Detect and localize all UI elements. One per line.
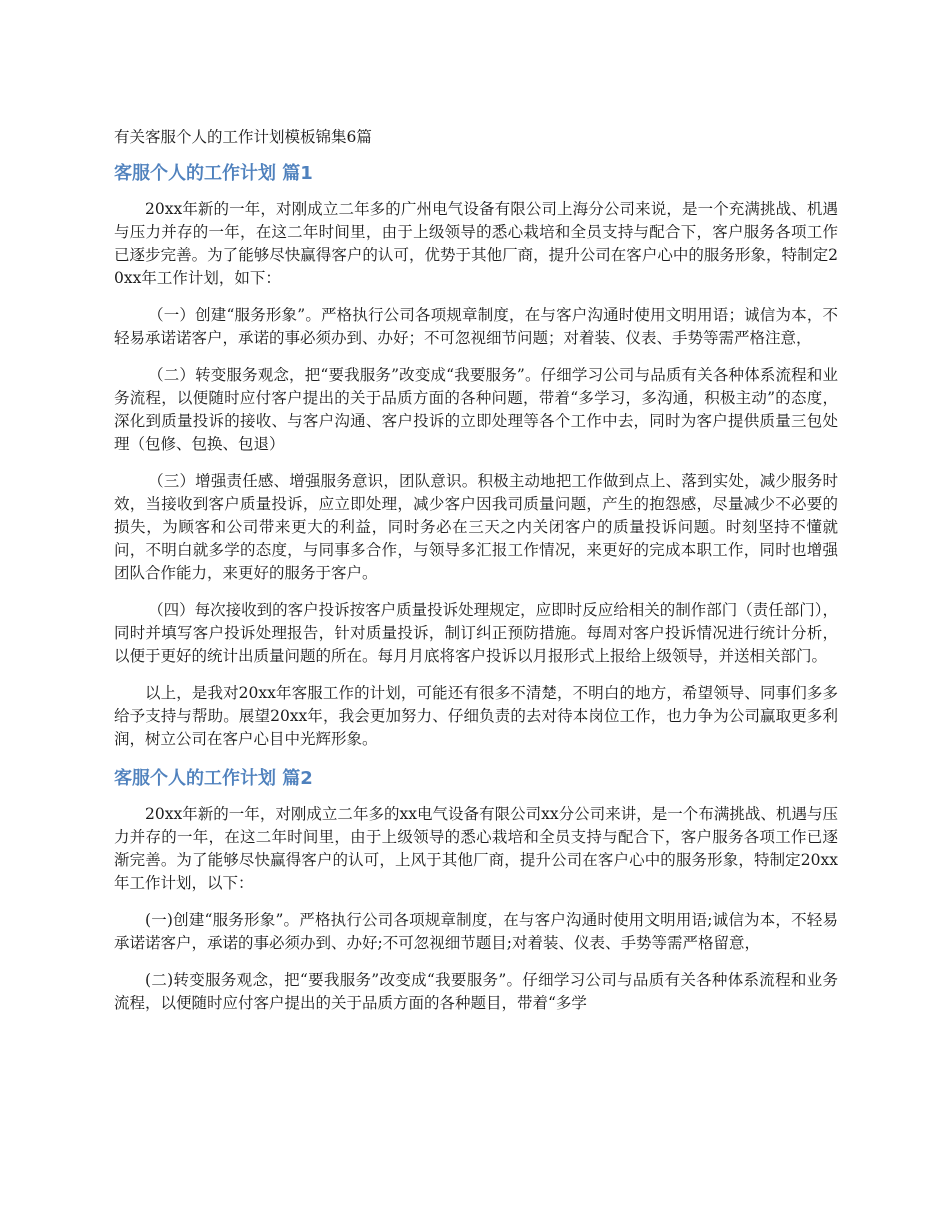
paragraph: （四）每次接收到的客户投诉按客户质量投诉处理规定，应即时反应给相关的制作部门（责任部门），同时并填写客户投诉处理报告，针对质量投诉，制订纠正预防措施。每周对客户投诉情况进行统计分析，以便于更好的统计出质量问题的所在。每月月底将客户投诉以月报形式上报给上级领导，并送相关部门。 <box>114 601 838 665</box>
section-2 <box>114 765 838 1015</box>
paragraph: 以上，是我对20xx年客服工作的计划，可能还有很多不清楚，不明白的地方，希望领导、同事们多多给予支持与帮助。展望20xx年，我会更加努力、仔细负责的去对待本岗位工作，也力争为公司赢取更多利润，树立公司在客户心目中光辉形象。 <box>114 684 838 748</box>
section-1 <box>114 160 838 751</box>
paragraph: （三）增强责任感、增强服务意识，团队意识。积极主动地把工作做到点上、落到实处，减少服务时效，当接收到客户质量投诉，应立即处理，减少客户因我司质量问题，产生的抱怨感，尽量减少不必要的损失，为顾客和公司带来更大的利益，同时务必在三天之内关闭客户的质量投诉问题。时刻坚持不懂就问，不明白就多学的态度，与同事多合作，与领导多汇报工作情况，来更好的完成本职工作，同时也增强团队合作能力，来更好的服务于客户。 <box>114 472 838 582</box>
section-heading: 客服个人的工作计划 篇1 <box>114 163 313 184</box>
paragraph: (二)转变服务观念，把“要我服务”改变成“我要服务”。仔细学习公司与品质有关各种体系流程和业务流程，以便随时应付客户提出的关于品质方面的各种题目，带着“多学 <box>114 971 838 1012</box>
paragraph: （一）创建“服务形象”。严格执行公司各项规章制度，在与客户沟通时使用文明用语；诚信为本，不轻易承诺诺客户，承诺的事必须办到、办好；不可忽视细节问题；对着装、仪表、手势等需严格注意， <box>114 306 838 347</box>
paragraph: （二）转变服务观念，把“要我服务”改变成“我要服务”。仔细学习公司与品质有关各种体系流程和业务流程，以便随时应付客户提出的关于品质方面的各种问题，带着“多学习，多沟通，积极主动”的态度，深化到质量投诉的接收、与客户沟通、客户投诉的立即处理等各个工作中去，同时为客户提供质量三包处理（包修、包换、包退） <box>114 366 838 453</box>
section-heading: 客服个人的工作计划 篇2 <box>114 768 313 789</box>
document-page <box>114 124 838 1029</box>
paragraph: 20xx年新的一年，对刚成立二年多的广州电气设备有限公司上海分公司来说，是一个充满挑战、机遇与压力并存的一年，在这二年时间里，由于上级领导的悉心栽培和全员支持与配合下，客户服务各项工作已逐步完善。为了能够尽快赢得客户的认可，优势于其他厂商，提升公司在客户心中的服务形象，特制定20xx年工作计划，如下： <box>114 200 838 287</box>
paragraph: 20xx年新的一年，对刚成立二年多的xx电气设备有限公司xx分公司来讲，是一个布满挑战、机遇与压力并存的一年，在这二年时间里，由于上级领导的悉心栽培和全员支持与配合下，客户服务各项工作已逐渐完善。为了能够尽快赢得客户的认可，上风于其他厂商，提升公司在客户心中的服务形象，特制定20xx年工作计划，以下： <box>114 805 838 892</box>
paragraph: (一)创建“服务形象”。严格执行公司各项规章制度，在与客户沟通时使用文明用语;诚信为本，不轻易承诺诺客户，承诺的事必须办到、办好;不可忽视细节题目;对着装、仪表、手势等需严格留意， <box>114 911 838 952</box>
document-title: 有关客服个人的工作计划模板锦集6篇 <box>114 128 372 146</box>
